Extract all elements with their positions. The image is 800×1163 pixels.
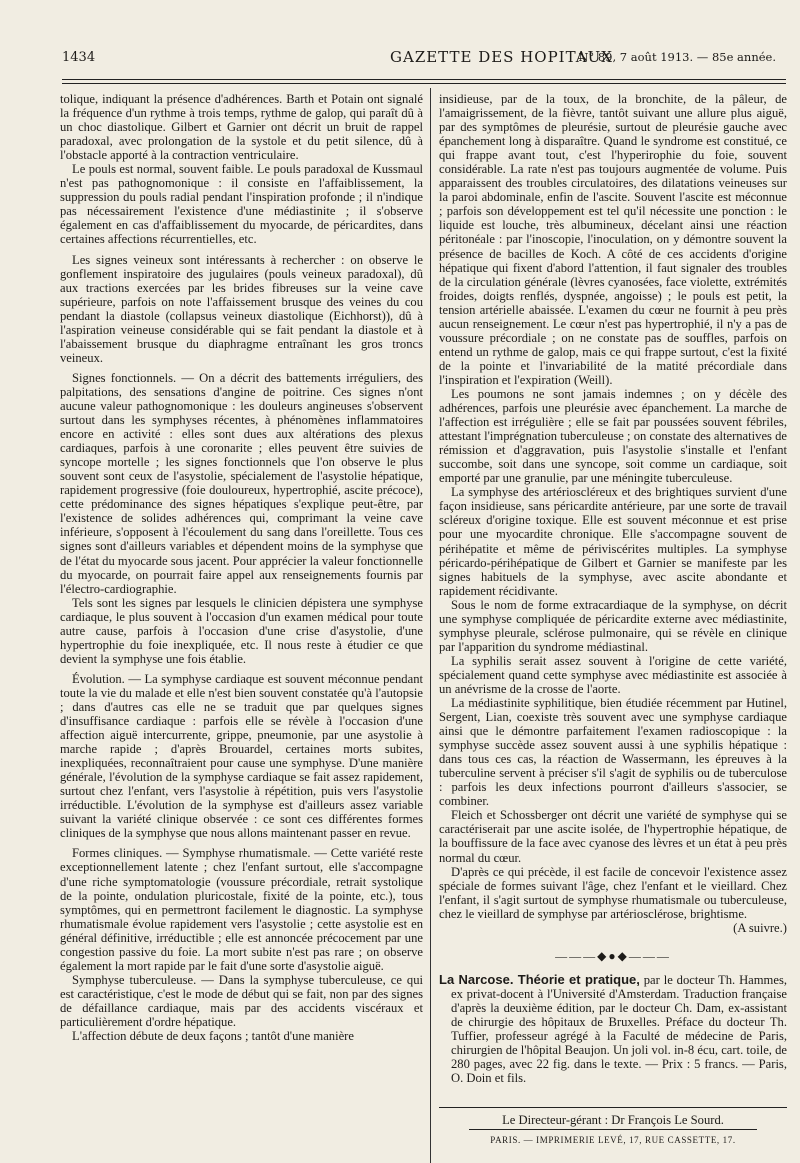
paragraph: D'après ce qui précède, il est facile de concevoir l'existence assez spéciale de formes suivant l'âge, chez l'enfant et le vieillard. Chez l'enfant, il s'agit surtout de symphyse rhumatismale ou tuberculeuse, chez le vieillard de symphyse par artériosclérose, brightisme. bbox=[439, 864, 787, 921]
paragraph: La syphilis serait assez souvent à l'origine de cette variété, spécialement quand cette symphyse avec médiastinite est associée à un anévrisme de la crosse de l'aorte. bbox=[439, 653, 787, 696]
left-column bbox=[60, 92, 423, 1043]
ornament-divider: ———◆●◆——— bbox=[555, 948, 671, 963]
book-notice bbox=[439, 973, 787, 1085]
paragraph: Signes fonctionnels. — On a décrit des battements irréguliers, des palpitations, des sensations d'angine de poitrine. Ces signes n'ont aucune valeur pathognomonique : les douleurs angineuses s'observent surtout dans les symphyses récentes, à phénomènes inflammatoires encore en activité : elles sont dues aux altérations des plexus cardiaques, parfois à une coronarite ; elles peuvent être suivies de syncope mortelle ; les signes fonctionnels que l'on observe le plus souvent sont ceux de l'asystolie, spécialement de l'asystolie hépatique, rapidement progressive (foie douloureux, hypertrophié, ascite précoce), cette prédominance des signes hépatiques s'explique peut-être, par l'existence de solides adhérences qui, comprimant la veine cave inférieure, s'opposent à l'écoulement du sang dans l'oreillette. Tous ces signes sont d'ailleurs variables et dépendent moins de la symphyse que de l'état du myocarde sous jacent. Pour apprécier la valeur fonctionnelle du myocarde, on pourrait faire appel aux renseignements fournis par l'électro-cardiographie. bbox=[60, 370, 423, 596]
continuation-note: (A suivre.) bbox=[733, 920, 787, 935]
book-details: par le docteur Th. Hammes, ex privat-docent à l'Université d'Amsterdam. Traduction française d'après la deuxième édition, par le docteur Ch. Dam, ex-assistant de chirurgie des hôpitaux de Bruxelles. Préface du docteur Th. Tuffier, professeur agrégé à la Faculté de médecine de Paris, chirurgien de l'hôpital Beaujon. Un joli vol. in-8 écu, cart. toile, de 280 pages, avec 22 fig. dans le texte. — Prix : 5 francs. — Paris, O. Doin et fils. bbox=[451, 972, 787, 1086]
right-column bbox=[439, 92, 787, 1147]
header-rule bbox=[62, 79, 786, 80]
paragraph: Évolution. — La symphyse cardiaque est souvent méconnue pendant toute la vie du malade et elle n'est bien souvent constatée qu'à l'autopsie ; dans d'autres cas elle ne se traduit que par quelques signes d'insuffisance cardiaque : parfois elle se révèle à l'occasion d'une affection aiguë intercurrente, grippe, pneumonie, par une asystolie à marche rapide ; d'après Brouardel, certaines morts subites, inexpliquées, reconnaîtraient pour cause une symphyse. D'une manière générale, l'évolution de la symphyse cardiaque se fait assez rapidement, surtout chez l'enfant, vers l'asystolie à répétition, puis vers l'asystolie irréductible. L'évolution de la symphyse est d'ailleurs assez variable suivant la variété clinique observée : ce sont ces différentes formes cliniques de la symphyse que nous allons maintenant passer en revue. bbox=[60, 671, 423, 841]
header-rule-thin bbox=[62, 83, 786, 84]
director-manager: Le Directeur-gérant : Dr François Le Sourd. bbox=[502, 1113, 724, 1128]
paragraph: La symphyse des artérioscléreux et des brightiques survient d'une façon insidieuse, sans péricardite antérieure, par une sorte de travail scléreux d'origine toxique. Elle est souvent méconnue et est prise pour une myocardite chronique. Elle s'accompagne souvent de périhépatite et même de périviscérites multiples. La symphyse péricardo-périhépatique de Gilbert et Garnier se manifeste par les signes habituels de la symphyse, avec ascite abondante et rapidement récidivante. bbox=[439, 485, 787, 598]
book-title: La Narcose. Théorie et pratique, bbox=[439, 971, 640, 987]
paragraph: Le pouls est normal, souvent faible. Le pouls paradoxal de Kussmaul n'est pas pathognomonique : il consiste en l'affaiblissement, la suppression du pouls radial pendant l'inspiration profonde ; il n'indique pas nécessairement l'existence d'une médiastinite ; il s'observe également en cas d'affaiblissement du myocarde, de péricardites, dans certaines affections récurrentielles, etc. bbox=[60, 162, 423, 247]
footer-rule bbox=[439, 1107, 787, 1108]
column-separator bbox=[430, 88, 431, 1163]
page-number: 1434 bbox=[62, 50, 96, 65]
paragraph: Sous le nom de forme extracardiaque de la symphyse, on décrit une symphyse compliquée de péricardite externe avec médiastinite, symphyse pleurale, sclérose pulmonaire, qui se révèle en clinique par l'apparition du syndrome médiastinal. bbox=[439, 597, 787, 654]
printer-line: PARIS. — IMPRIMERIE LEVÉ, 17, RUE CASSETTE, 17. bbox=[490, 1135, 736, 1146]
paragraph: Symphyse tuberculeuse. — Dans la symphyse tuberculeuse, ce qui est caractéristique, c'est le mode de début qui se fait, non par des signes de défaillance cardiaque, mais par des accidents viscéraux et particulièrement d'ordre hépatique. bbox=[60, 972, 423, 1029]
footer-rule-short bbox=[469, 1129, 757, 1130]
paragraph: Formes cliniques. — Symphyse rhumatismale. — Cette variété reste exceptionnellement latente ; chez l'enfant surtout, elle s'accompagne d'une riche symptomatologie (voussure précordiale, retrait systolique de la pointe, ondulation pluricostale, fixité de la pointe, etc.), tous symptômes, qui en permettront facilement le diagnostic. La symphyse rhumatismale évolue rapidement vers l'asystolie ; cette asystolie est en général définitive, irréductible ; elle est annoncée précocement par une congestion passive du foie. La mort subite n'est pas rare ; on observe également la mort rapide par le fait d'une sorte d'asystolie aiguë. bbox=[60, 846, 423, 973]
issue-info: N° 89, 7 août 1913. — 85e année. bbox=[578, 50, 776, 64]
paragraph: Les signes veineux sont intéressants à rechercher : on observe le gonflement inspiratoire des jugulaires (pouls veineux paradoxal), dû aux tractions exercées par les brides fibreuses sur la veine cave supérieure, parfois on note l'affaissement brusque des veines du cou pendant la diastole (collapsus veineux diastolique (Eichhorst)), dû à l'aspiration veineuse considérable qui se fait pendant la diastole et à l'abaissement brusque du diaphragme entraînant les gros troncs veineux. bbox=[60, 252, 423, 365]
paragraph: tolique, indiquant la présence d'adhérences. Barth et Potain ont signalé la fréquence d'un rythme à trois temps, rythme de galop, qui paraît dû à un choc diastolique. Gilbert et Garnier ont décrit un bruit de rappel paradoxal, avec prolongation de la systole et du petit silence, dû à l'obstacle apporté à la contraction ventriculaire. bbox=[60, 92, 423, 163]
journal-title: GAZETTE DES HOPITAUX bbox=[390, 48, 613, 66]
paragraph: Tels sont les signes par lesquels le clinicien dépistera une symphyse cardiaque, le plus souvent à l'occasion d'un examen médical pour toute autre cause, parfois à l'occasion d'une crise d'asystolie, d'une hypertrophie du foie inexpliquée, etc. Il nous reste à étudier ce que devient la symphyse une fois établie. bbox=[60, 595, 423, 666]
page-header bbox=[58, 44, 782, 70]
paragraph: Fleich et Schossberger ont décrit une variété de symphyse qui se caractériserait par une ascite isolée, de l'hypertrophie hépatique, de la bouffissure de la face avec cyanose des lèvres et un état à peu près normal du cœur. bbox=[439, 808, 787, 865]
paragraph: Les poumons ne sont jamais indemnes ; on y décèle des adhérences, parfois une pleurésie avec épanchement. La marche de l'affection est irrégulière ; elle se fait par poussées souvent fébriles, attestant l'imprégnation tuberculeuse ; on constate des alternatives de rémission et d'aggravation, puis l'asystolie s'installe et l'enfant succombe, soit dans une syncope, soit comme un cardiaque, soit emporté par une granulie, par une méningite tuberculeuse. bbox=[439, 386, 787, 486]
paragraph: La médiastinite syphilitique, bien étudiée récemment par Hutinel, Sergent, Lian, coexiste très souvent avec une symphyse cardiaque ainsi que le démontre parfaitement l'examen radioscopique : la symphyse succède assez souvent aussi à une syphilis hépatique : dans tous ces cas, la réaction de Wassermann, les épreuves à la tuberculine servent à préciser s'il s'agit de syphilis ou de tuberculose : parfois les deux infections pourront d'ailleurs s'associer, se combiner. bbox=[439, 696, 787, 809]
paragraph: L'affection débute de deux façons ; tantôt d'une manière bbox=[72, 1029, 354, 1044]
paragraph: insidieuse, par de la toux, de la bronchite, de la pâleur, de l'amaigrissement, de la fièvre, tantôt suivant une allure plus aiguë, par des symptômes de pleurésie, surtout de pleurésie gauche avec épanchement long à disparaître. Quand le syndrome est constitué, ce qui frappe avant tout, c'est l'hyperirophie du foie, souvent considérable. La rate n'est pas toujours augmentée de volume. Puis apparaissent des troubles circulatoires, des dilatations veineuses sur la paroi abdominale, enfin de l'ascite. Souvent l'ascite est méconnue ; parfois son développement est tel qu'il nécessite une ponction : le liquide est louche, très albumineux, décelant ainsi une réaction péritonéale : par l'inoscopie, l'inoculation, on y démontre souvent la présence de bacilles de Koch. A côté de ces accidents d'origine hépatique qui fixent d'abord l'attention, il faut signaler des troubles de la circulation générale (lèvres cyanosées, face violette, extrémités froides, doigts renflés, dyspnée, angoisse) ; le pouls est petit, la tension artérielle abaissée. L'examen du cœur ne fournit à peu près aucun renseignement. Le cœur n'est pas hypertrophié, il n'y a pas de voussure précordiale ; on ne constate pas de souffles, parfois on entend un rythme de galop, mais ce qui frappe surtout, c'est la fixité de la pointe et l'invariabilité de la matité précordiale dans l'inspiration et l'expiration (Weill). bbox=[439, 92, 787, 387]
